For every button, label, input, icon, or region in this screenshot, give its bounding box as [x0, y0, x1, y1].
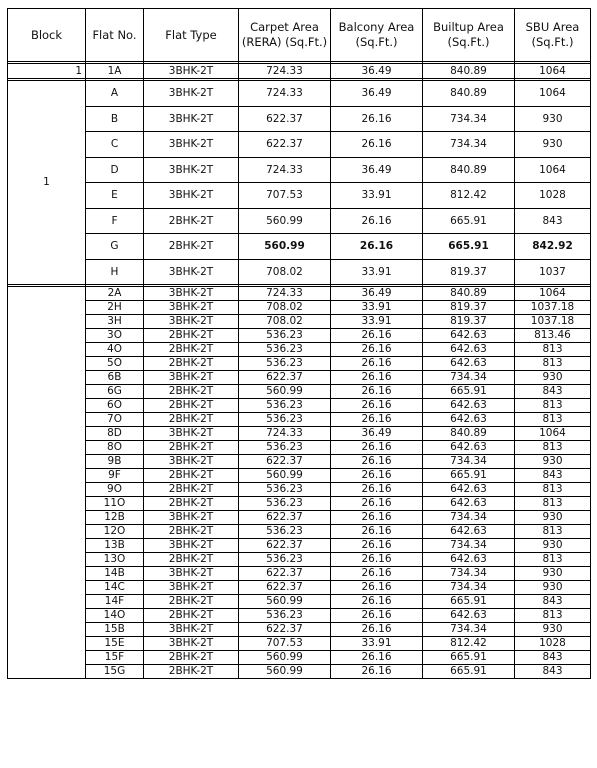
balcony-area-cell: 26.16 [331, 651, 423, 665]
flat-no-cell: 9O [86, 483, 144, 497]
carpet-area-cell: 724.33 [239, 287, 331, 301]
flat-no-cell: 14O [86, 609, 144, 623]
balcony-area-cell: 36.49 [331, 157, 423, 183]
flat-no-cell: 14F [86, 595, 144, 609]
builtup-area-cell: 665.91 [423, 651, 515, 665]
sbu-area-cell: 930 [515, 132, 591, 158]
balcony-area-cell: 26.16 [331, 413, 423, 427]
builtup-area-cell: 642.63 [423, 525, 515, 539]
table-row [8, 385, 591, 399]
sbu-area-cell: 1064 [515, 64, 591, 79]
builtup-area-cell: 734.34 [423, 132, 515, 158]
carpet-area-cell: 622.37 [239, 132, 331, 158]
table-row [8, 234, 591, 260]
builtup-area-cell: 734.34 [423, 106, 515, 132]
carpet-area-cell: 560.99 [239, 665, 331, 679]
flat-no-cell: 6O [86, 399, 144, 413]
table-row [8, 157, 591, 183]
table-row [8, 511, 591, 525]
balcony-area-cell: 26.16 [331, 106, 423, 132]
table-row [8, 183, 591, 209]
carpet-area-cell: 708.02 [239, 301, 331, 315]
builtup-area-cell: 642.63 [423, 441, 515, 455]
builtup-area-cell: 734.34 [423, 539, 515, 553]
flat-no-cell: 7O [86, 413, 144, 427]
sbu-area-cell: 930 [515, 106, 591, 132]
block-cell [8, 287, 86, 679]
carpet-area-cell: 536.23 [239, 399, 331, 413]
block-cell: 1 [8, 81, 86, 285]
flat-no-cell: F [86, 208, 144, 234]
sbu-area-cell: 930 [515, 623, 591, 637]
flat-area-table [7, 8, 591, 679]
table-row [8, 357, 591, 371]
flat-no-cell: 12O [86, 525, 144, 539]
flat-type-cell: 2BHK-2T [144, 651, 239, 665]
table-row [8, 567, 591, 581]
header-flat-type: Flat Type [144, 9, 239, 62]
carpet-area-cell: 622.37 [239, 539, 331, 553]
builtup-area-cell: 840.89 [423, 287, 515, 301]
flat-no-cell: B [86, 106, 144, 132]
table-row [8, 301, 591, 315]
sbu-area-cell: 1064 [515, 81, 591, 107]
header-builtup-area: Builtup Area (Sq.Ft.) [423, 9, 515, 62]
balcony-area-cell: 26.16 [331, 623, 423, 637]
sbu-area-cell: 843 [515, 385, 591, 399]
header-row [8, 9, 591, 62]
flat-no-cell: E [86, 183, 144, 209]
flat-type-cell: 2BHK-2T [144, 441, 239, 455]
flat-type-cell: 2BHK-2T [144, 329, 239, 343]
sbu-area-cell: 1037 [515, 259, 591, 285]
flat-type-cell: 2BHK-2T [144, 413, 239, 427]
balcony-area-cell: 26.16 [331, 385, 423, 399]
builtup-area-cell: 812.42 [423, 637, 515, 651]
balcony-area-cell: 26.16 [331, 553, 423, 567]
flat-type-cell: 3BHK-2T [144, 539, 239, 553]
flat-type-cell: 3BHK-2T [144, 427, 239, 441]
flat-type-cell: 2BHK-2T [144, 469, 239, 483]
flat-no-cell: 12B [86, 511, 144, 525]
builtup-area-cell: 819.37 [423, 259, 515, 285]
balcony-area-cell: 36.49 [331, 64, 423, 79]
flat-no-cell: 15F [86, 651, 144, 665]
balcony-area-cell: 26.16 [331, 329, 423, 343]
balcony-area-cell: 26.16 [331, 132, 423, 158]
builtup-area-cell: 812.42 [423, 183, 515, 209]
sbu-area-cell: 813 [515, 357, 591, 371]
carpet-area-cell: 536.23 [239, 413, 331, 427]
carpet-area-cell: 560.99 [239, 385, 331, 399]
builtup-area-cell: 840.89 [423, 157, 515, 183]
flat-type-cell: 2BHK-2T [144, 483, 239, 497]
flat-type-cell: 3BHK-2T [144, 287, 239, 301]
builtup-area-cell: 840.89 [423, 64, 515, 79]
flat-no-cell: 5O [86, 357, 144, 371]
builtup-area-cell: 642.63 [423, 609, 515, 623]
carpet-area-cell: 724.33 [239, 81, 331, 107]
flat-no-cell: G [86, 234, 144, 260]
flat-type-cell: 2BHK-2T [144, 385, 239, 399]
flat-no-cell: 13O [86, 553, 144, 567]
flat-type-cell: 3BHK-2T [144, 259, 239, 285]
flat-type-cell: 2BHK-2T [144, 665, 239, 679]
carpet-area-cell: 536.23 [239, 357, 331, 371]
balcony-area-cell: 33.91 [331, 259, 423, 285]
balcony-area-cell: 26.16 [331, 497, 423, 511]
balcony-area-cell: 26.16 [331, 581, 423, 595]
table-row [8, 287, 591, 301]
table-row [8, 371, 591, 385]
sbu-area-cell: 813 [515, 413, 591, 427]
carpet-area-cell: 724.33 [239, 157, 331, 183]
flat-type-cell: 3BHK-2T [144, 371, 239, 385]
sbu-area-cell: 930 [515, 511, 591, 525]
sbu-area-cell: 930 [515, 581, 591, 595]
builtup-area-cell: 665.91 [423, 665, 515, 679]
table-row [8, 623, 591, 637]
balcony-area-cell: 26.16 [331, 371, 423, 385]
builtup-area-cell: 642.63 [423, 357, 515, 371]
flat-type-cell: 3BHK-2T [144, 623, 239, 637]
builtup-area-cell: 665.91 [423, 595, 515, 609]
flat-type-cell: 2BHK-2T [144, 609, 239, 623]
carpet-area-cell: 536.23 [239, 483, 331, 497]
balcony-area-cell: 26.16 [331, 441, 423, 455]
flat-type-cell: 3BHK-2T [144, 637, 239, 651]
flat-no-cell: 14C [86, 581, 144, 595]
balcony-area-cell: 33.91 [331, 315, 423, 329]
sbu-area-cell: 813 [515, 483, 591, 497]
sbu-area-cell: 813 [515, 497, 591, 511]
flat-no-cell: 6B [86, 371, 144, 385]
carpet-area-cell: 560.99 [239, 651, 331, 665]
sbu-area-cell: 842.92 [515, 234, 591, 260]
balcony-area-cell: 36.49 [331, 427, 423, 441]
flat-type-cell: 3BHK-2T [144, 64, 239, 79]
carpet-area-cell: 622.37 [239, 581, 331, 595]
sbu-area-cell: 813 [515, 343, 591, 357]
balcony-area-cell: 26.16 [331, 567, 423, 581]
flat-no-cell: 15B [86, 623, 144, 637]
carpet-area-cell: 622.37 [239, 623, 331, 637]
flat-no-cell: 8O [86, 441, 144, 455]
flat-type-cell: 3BHK-2T [144, 157, 239, 183]
carpet-area-cell: 707.53 [239, 637, 331, 651]
flat-type-cell: 3BHK-2T [144, 132, 239, 158]
carpet-area-cell: 536.23 [239, 343, 331, 357]
table-row [8, 208, 591, 234]
balcony-area-cell: 36.49 [331, 287, 423, 301]
sbu-area-cell: 1037.18 [515, 315, 591, 329]
table-row [8, 553, 591, 567]
carpet-area-cell: 622.37 [239, 106, 331, 132]
table-row [8, 329, 591, 343]
flat-type-cell: 2BHK-2T [144, 497, 239, 511]
balcony-area-cell: 26.16 [331, 539, 423, 553]
carpet-area-cell: 560.99 [239, 469, 331, 483]
table-row [8, 455, 591, 469]
flat-type-cell: 3BHK-2T [144, 301, 239, 315]
flat-type-cell: 2BHK-2T [144, 525, 239, 539]
flat-type-cell: 3BHK-2T [144, 81, 239, 107]
sbu-area-cell: 843 [515, 208, 591, 234]
balcony-area-cell: 26.16 [331, 469, 423, 483]
carpet-area-cell: 724.33 [239, 64, 331, 79]
flat-no-cell: 3H [86, 315, 144, 329]
flat-no-cell: H [86, 259, 144, 285]
carpet-area-cell: 536.23 [239, 329, 331, 343]
carpet-area-cell: 622.37 [239, 567, 331, 581]
balcony-area-cell: 26.16 [331, 343, 423, 357]
builtup-area-cell: 642.63 [423, 497, 515, 511]
flat-no-cell: A [86, 81, 144, 107]
table-row [8, 259, 591, 285]
sbu-area-cell: 1037.18 [515, 301, 591, 315]
builtup-area-cell: 734.34 [423, 623, 515, 637]
carpet-area-cell: 536.23 [239, 525, 331, 539]
sbu-area-cell: 843 [515, 651, 591, 665]
builtup-area-cell: 819.37 [423, 315, 515, 329]
builtup-area-cell: 734.34 [423, 567, 515, 581]
flat-no-cell: C [86, 132, 144, 158]
sbu-area-cell: 1064 [515, 287, 591, 301]
carpet-area-cell: 536.23 [239, 553, 331, 567]
flat-no-cell: 1A [86, 64, 144, 79]
sbu-area-cell: 930 [515, 371, 591, 385]
table-row [8, 413, 591, 427]
table-row [8, 64, 591, 79]
flat-type-cell: 3BHK-2T [144, 511, 239, 525]
table-row [8, 427, 591, 441]
builtup-area-cell: 840.89 [423, 81, 515, 107]
sbu-area-cell: 930 [515, 539, 591, 553]
flat-type-cell: 2BHK-2T [144, 553, 239, 567]
sbu-area-cell: 813.46 [515, 329, 591, 343]
table-row [8, 637, 591, 651]
flat-no-cell: 4O [86, 343, 144, 357]
balcony-area-cell: 26.16 [331, 399, 423, 413]
flat-no-cell: 13B [86, 539, 144, 553]
builtup-area-cell: 734.34 [423, 511, 515, 525]
header-balcony-area: Balcony Area (Sq.Ft.) [331, 9, 423, 62]
balcony-area-cell: 33.91 [331, 637, 423, 651]
carpet-area-cell: 560.99 [239, 208, 331, 234]
flat-no-cell: 8D [86, 427, 144, 441]
carpet-area-cell: 708.02 [239, 315, 331, 329]
carpet-area-cell: 536.23 [239, 609, 331, 623]
balcony-area-cell: 26.16 [331, 525, 423, 539]
balcony-area-cell: 26.16 [331, 234, 423, 260]
builtup-area-cell: 665.91 [423, 234, 515, 260]
builtup-area-cell: 665.91 [423, 385, 515, 399]
table-row [8, 609, 591, 623]
carpet-area-cell: 560.99 [239, 595, 331, 609]
balcony-area-cell: 33.91 [331, 301, 423, 315]
flat-type-cell: 2BHK-2T [144, 357, 239, 371]
flat-no-cell: 9F [86, 469, 144, 483]
balcony-area-cell: 36.49 [331, 81, 423, 107]
builtup-area-cell: 642.63 [423, 399, 515, 413]
balcony-area-cell: 26.16 [331, 208, 423, 234]
table-row [8, 399, 591, 413]
builtup-area-cell: 665.91 [423, 208, 515, 234]
builtup-area-cell: 642.63 [423, 413, 515, 427]
flat-type-cell: 2BHK-2T [144, 234, 239, 260]
table-row [8, 315, 591, 329]
flat-no-cell: 2H [86, 301, 144, 315]
builtup-area-cell: 642.63 [423, 553, 515, 567]
balcony-area-cell: 26.16 [331, 483, 423, 497]
balcony-area-cell: 26.16 [331, 455, 423, 469]
builtup-area-cell: 734.34 [423, 455, 515, 469]
sbu-area-cell: 813 [515, 609, 591, 623]
sbu-area-cell: 813 [515, 441, 591, 455]
carpet-area-cell: 536.23 [239, 441, 331, 455]
flat-type-cell: 3BHK-2T [144, 567, 239, 581]
table-row [8, 132, 591, 158]
carpet-area-cell: 622.37 [239, 511, 331, 525]
table-row [8, 651, 591, 665]
table-row [8, 581, 591, 595]
sbu-area-cell: 1064 [515, 427, 591, 441]
block-cell: 1 [8, 64, 86, 79]
flat-no-cell: 15G [86, 665, 144, 679]
builtup-area-cell: 642.63 [423, 343, 515, 357]
carpet-area-cell: 724.33 [239, 427, 331, 441]
sbu-area-cell: 930 [515, 567, 591, 581]
sbu-area-cell: 843 [515, 665, 591, 679]
flat-type-cell: 2BHK-2T [144, 208, 239, 234]
header-sbu-area: SBU Area (Sq.Ft.) [515, 9, 591, 62]
balcony-area-cell: 26.16 [331, 595, 423, 609]
carpet-area-cell: 560.99 [239, 234, 331, 260]
builtup-area-cell: 819.37 [423, 301, 515, 315]
sbu-area-cell: 813 [515, 399, 591, 413]
builtup-area-cell: 665.91 [423, 469, 515, 483]
flat-type-cell: 2BHK-2T [144, 343, 239, 357]
flat-type-cell: 3BHK-2T [144, 455, 239, 469]
table-row [8, 106, 591, 132]
sbu-area-cell: 813 [515, 525, 591, 539]
sbu-area-cell: 1064 [515, 157, 591, 183]
flat-no-cell: 14B [86, 567, 144, 581]
sbu-area-cell: 843 [515, 469, 591, 483]
builtup-area-cell: 734.34 [423, 371, 515, 385]
table-row [8, 497, 591, 511]
flat-no-cell: 9B [86, 455, 144, 469]
flat-no-cell: 11O [86, 497, 144, 511]
flat-type-cell: 2BHK-2T [144, 595, 239, 609]
table-row [8, 343, 591, 357]
table-row [8, 595, 591, 609]
sbu-area-cell: 1028 [515, 183, 591, 209]
header-block: Block [8, 9, 86, 62]
sbu-area-cell: 1028 [515, 637, 591, 651]
flat-type-cell: 3BHK-2T [144, 581, 239, 595]
table-row [8, 81, 591, 107]
flat-no-cell: 6G [86, 385, 144, 399]
flat-no-cell: 15E [86, 637, 144, 651]
carpet-area-cell: 708.02 [239, 259, 331, 285]
flat-type-cell: 2BHK-2T [144, 399, 239, 413]
table-row [8, 665, 591, 679]
flat-type-cell: 3BHK-2T [144, 183, 239, 209]
builtup-area-cell: 734.34 [423, 581, 515, 595]
builtup-area-cell: 840.89 [423, 427, 515, 441]
carpet-area-cell: 622.37 [239, 455, 331, 469]
builtup-area-cell: 642.63 [423, 329, 515, 343]
flat-type-cell: 3BHK-2T [144, 106, 239, 132]
carpet-area-cell: 622.37 [239, 371, 331, 385]
balcony-area-cell: 26.16 [331, 357, 423, 371]
balcony-area-cell: 26.16 [331, 665, 423, 679]
flat-no-cell: D [86, 157, 144, 183]
carpet-area-cell: 536.23 [239, 497, 331, 511]
table-row [8, 525, 591, 539]
table-row [8, 469, 591, 483]
flat-type-cell: 3BHK-2T [144, 315, 239, 329]
table-row [8, 483, 591, 497]
table-row [8, 539, 591, 553]
balcony-area-cell: 26.16 [331, 511, 423, 525]
table-row [8, 441, 591, 455]
flat-no-cell: 3O [86, 329, 144, 343]
header-carpet-area: Carpet Area (RERA) (Sq.Ft.) [239, 9, 331, 62]
balcony-area-cell: 33.91 [331, 183, 423, 209]
header-flat-no: Flat No. [86, 9, 144, 62]
balcony-area-cell: 26.16 [331, 609, 423, 623]
carpet-area-cell: 707.53 [239, 183, 331, 209]
builtup-area-cell: 642.63 [423, 483, 515, 497]
flat-no-cell: 2A [86, 287, 144, 301]
sbu-area-cell: 813 [515, 553, 591, 567]
sbu-area-cell: 843 [515, 595, 591, 609]
sbu-area-cell: 930 [515, 455, 591, 469]
